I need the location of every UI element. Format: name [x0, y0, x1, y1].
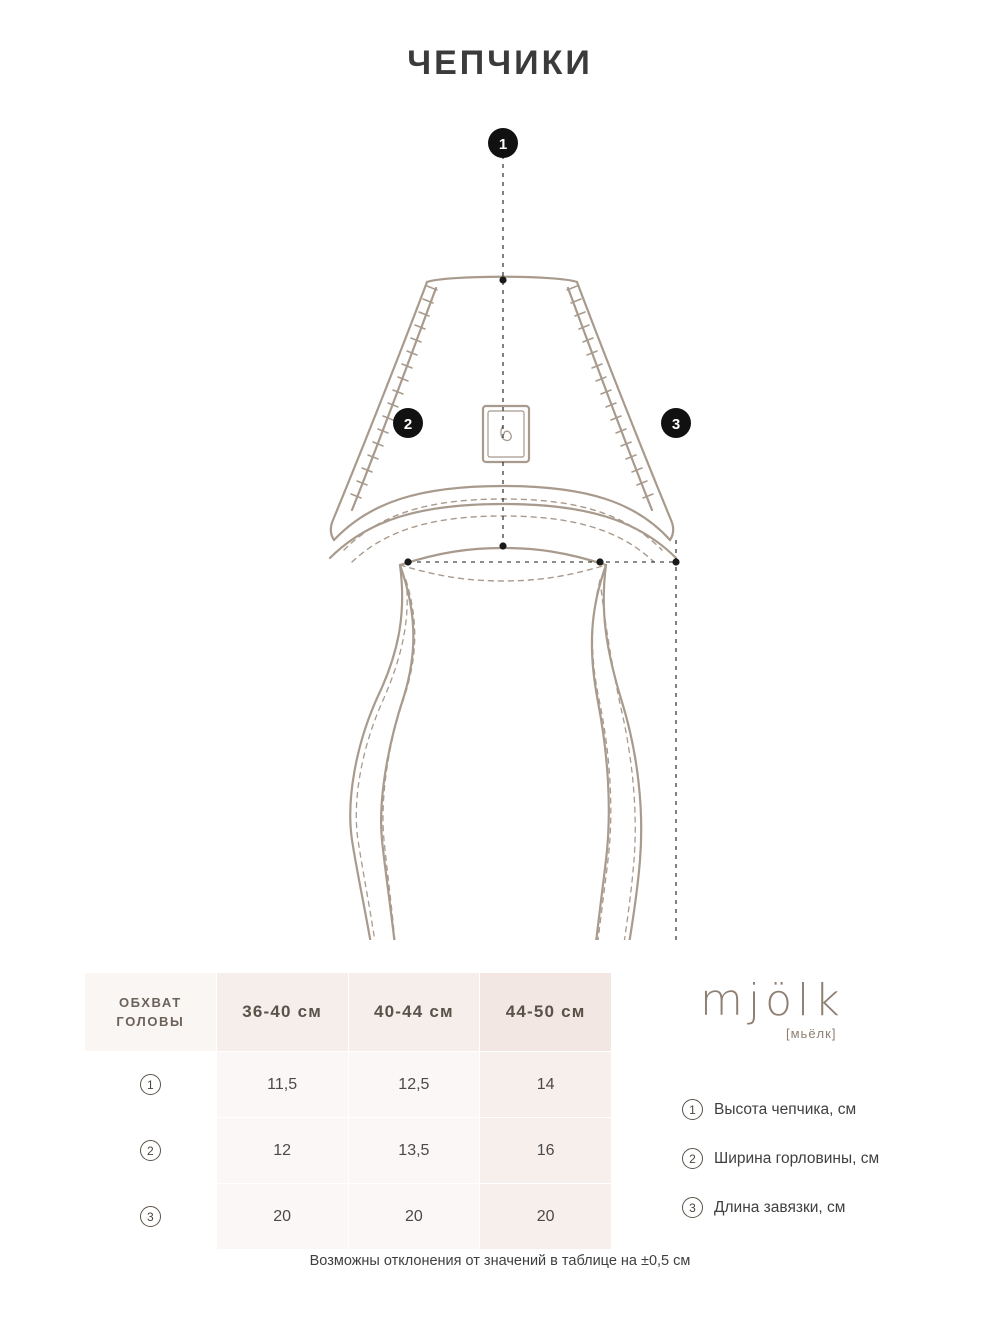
- page-title: ЧЕПЧИКИ: [407, 44, 593, 82]
- row-badge-1: 1: [140, 1074, 161, 1095]
- cell-r3-c2: 20: [348, 1184, 480, 1250]
- cell-r2-c1: 12: [216, 1118, 348, 1184]
- svg-text:2: 2: [403, 416, 413, 433]
- cell-r1-c3: 14: [480, 1052, 612, 1118]
- table-head-measure-label: [85, 973, 217, 1052]
- row-marker-3: [85, 1184, 217, 1250]
- legend-label-2: Ширина горловины, см: [714, 1149, 880, 1167]
- table-row: [85, 1118, 612, 1184]
- cell-r2-c2: 13,5: [348, 1118, 480, 1184]
- legend-label-3: Длина завязки, см: [714, 1198, 846, 1216]
- row-marker-2: [85, 1118, 217, 1184]
- legend-badge-2: 2: [682, 1148, 703, 1169]
- table-row: [85, 1052, 612, 1118]
- legend-item-2: [682, 1141, 982, 1176]
- row-marker-1: [85, 1052, 217, 1118]
- legend-item-3: [682, 1190, 982, 1225]
- cell-r1-c2: 12,5: [348, 1052, 480, 1118]
- cell-r2-c3: 16: [480, 1118, 612, 1184]
- legend-label-1: Высота чепчика, см: [714, 1100, 857, 1118]
- brand-logo: [700, 975, 920, 1041]
- table-row: [85, 1184, 612, 1250]
- row-badge-2: 2: [140, 1140, 161, 1161]
- row-badge-3: 3: [140, 1206, 161, 1227]
- size-table-wrapper: [84, 972, 612, 1250]
- cell-r1-c1: 11,5: [216, 1052, 348, 1118]
- table-head-size-1: 36-40 см: [216, 973, 348, 1052]
- diagram-marker-1: [488, 128, 518, 158]
- legend-badge-3: 3: [682, 1197, 703, 1218]
- table-header-row: [85, 973, 612, 1052]
- svg-text:1: 1: [498, 136, 508, 153]
- head-label-line2: ГОЛОВЫ: [116, 1014, 185, 1029]
- tolerance-note: Возможны отклонения от значений в таблице на ±0,5 см: [309, 1253, 691, 1269]
- head-label-line1: ОБХВАТ: [118, 995, 182, 1010]
- table-head-size-2: 40-44 см: [348, 973, 480, 1052]
- table-head-size-3: 44-50 см: [480, 973, 612, 1052]
- diagram-marker-3: [661, 408, 691, 438]
- cell-r3-c3: 20: [480, 1184, 612, 1250]
- legend: [682, 1092, 982, 1239]
- brand-transliteration: [мьёлк]: [786, 1026, 837, 1041]
- size-table: [84, 972, 612, 1250]
- svg-text:3: 3: [671, 416, 681, 433]
- diagram-marker-2: [393, 408, 423, 438]
- legend-item-1: [682, 1092, 982, 1127]
- bonnet-technical-drawing: [0, 110, 1000, 940]
- legend-badge-1: 1: [682, 1099, 703, 1120]
- brand-name: mjölk: [700, 975, 845, 1026]
- cell-r3-c1: 20: [216, 1184, 348, 1250]
